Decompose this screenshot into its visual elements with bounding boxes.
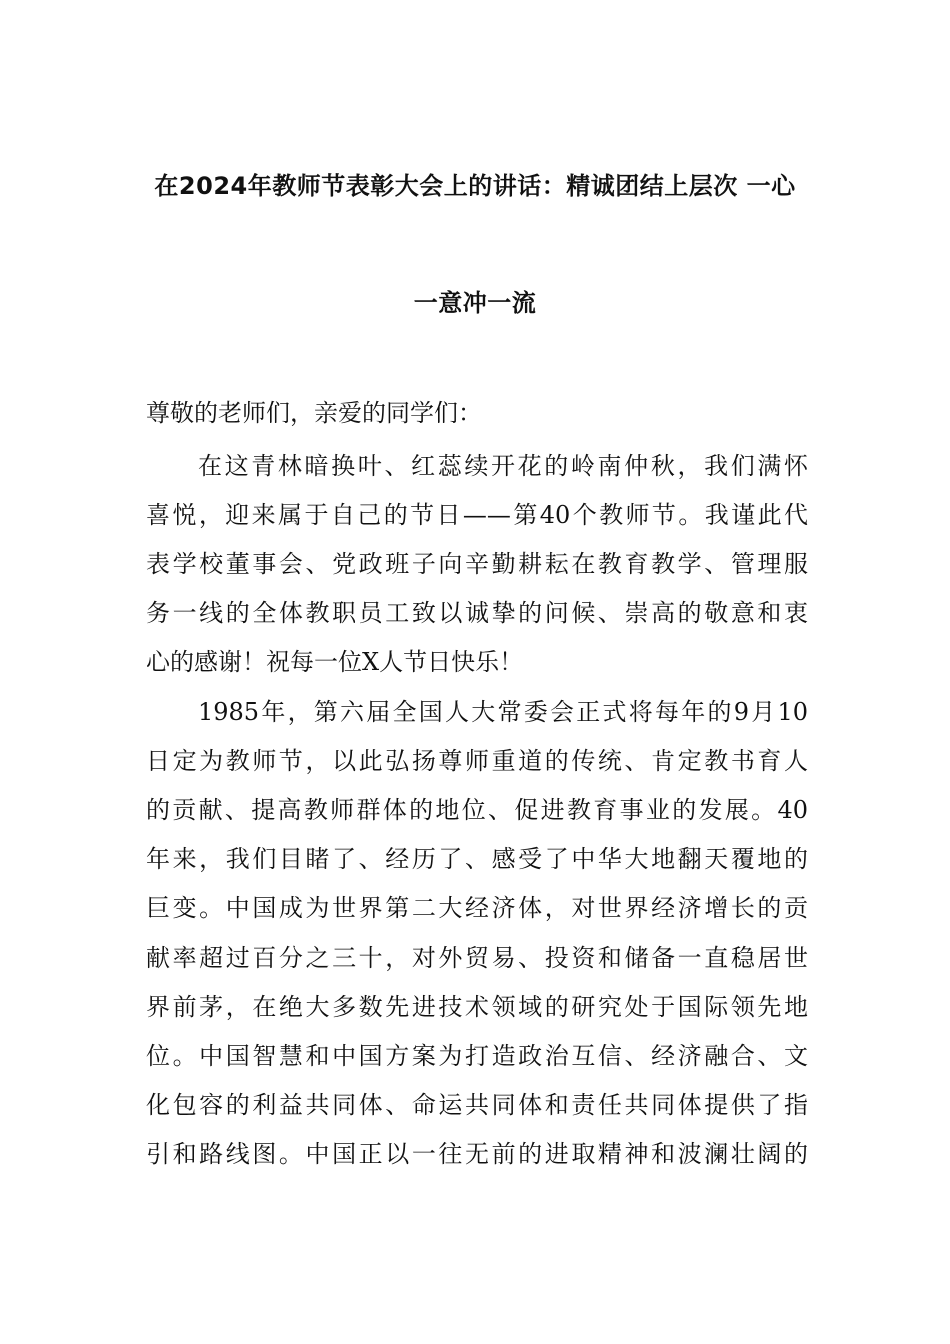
paragraph-line: 的贡献、提高教师群体的地位、促进教育事业的发展。40 bbox=[146, 796, 808, 824]
paragraph-line: 年来，我们目睹了、经历了、感受了中华大地翻天覆地的 bbox=[146, 845, 808, 873]
paragraph-line: 心的感谢！祝每一位X人节日快乐！ bbox=[146, 648, 524, 676]
paragraph-line: 日定为教师节，以此弘扬尊师重道的传统、肯定教书育人 bbox=[146, 747, 808, 775]
paragraph-line: 务一线的全体教职员工致以诚挚的问候、崇高的敬意和衷 bbox=[146, 599, 808, 627]
paragraph-line: 喜悦，迎来属于自己的节日——第40个教师节。我谨此代 bbox=[146, 501, 808, 529]
paragraph-line: 1985年，第六届全国人大常委会正式将每年的9月10 bbox=[198, 698, 808, 726]
salutation: 尊敬的老师们，亲爱的同学们： bbox=[146, 399, 482, 427]
paragraph-line: 表学校董事会、党政班子向辛勤耕耘在教育教学、管理服 bbox=[146, 550, 808, 578]
paragraph-line: 界前茅，在绝大多数先进技术领域的研究处于国际领先地 bbox=[146, 993, 808, 1021]
paragraph-line: 在这青林暗换叶、红蕊续开花的岭南仲秋，我们满怀 bbox=[198, 452, 808, 480]
paragraph-line: 巨变。中国成为世界第二大经济体，对世界经济增长的贡 bbox=[146, 894, 808, 922]
document-title-line-2: 一意冲一流 bbox=[413, 289, 537, 317]
paragraph-line: 献率超过百分之三十，对外贸易、投资和储备一直稳居世 bbox=[146, 944, 808, 972]
paragraph-line: 位。中国智慧和中国方案为打造政治互信、经济融合、文 bbox=[146, 1042, 808, 1070]
paragraph-line: 引和路线图。中国正以一往无前的进取精神和波澜壮阔的 bbox=[146, 1140, 808, 1168]
document-title-line-1: 在2024年教师节表彰大会上的讲话：精诚团结上层次 一心 bbox=[154, 172, 796, 200]
paragraph-line: 化包容的利益共同体、命运共同体和责任共同体提供了指 bbox=[146, 1091, 808, 1119]
